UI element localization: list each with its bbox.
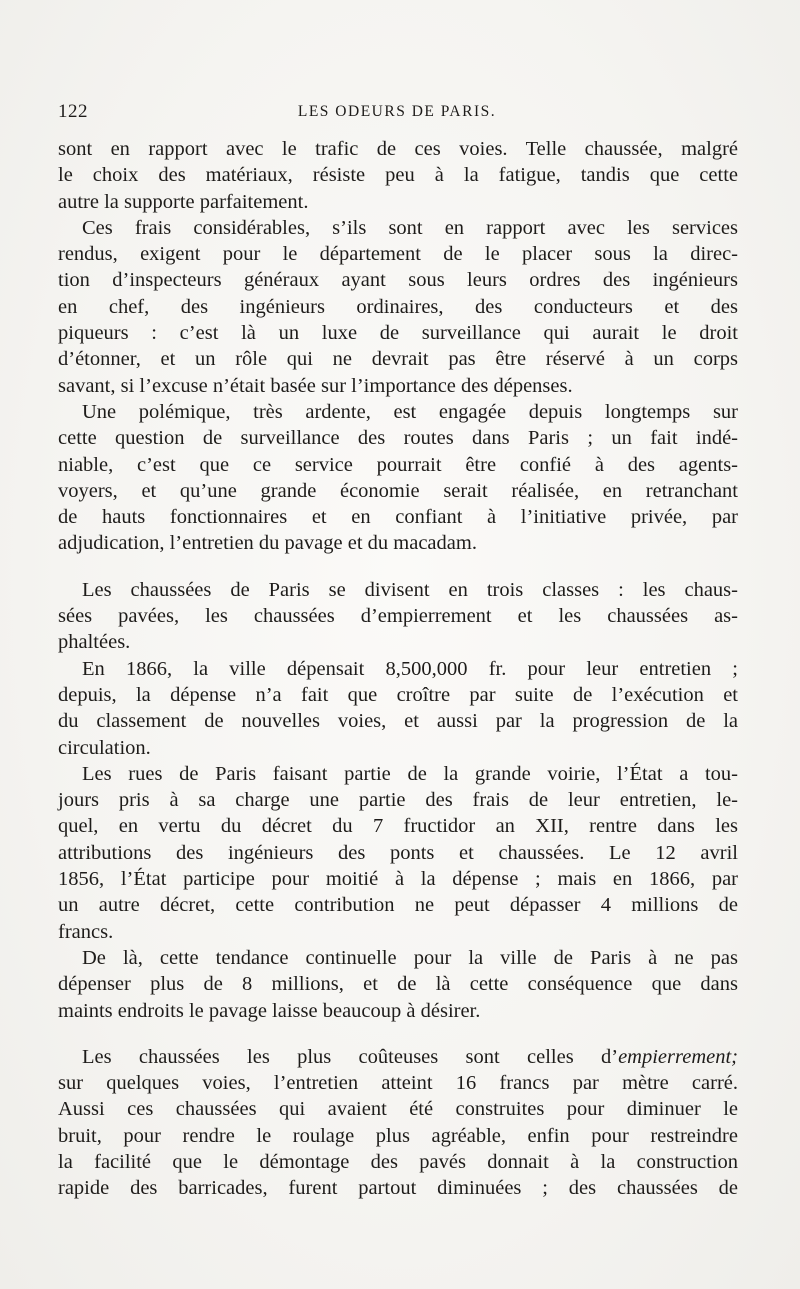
text-line: piqueurs : c’est là un luxe de surveillance qui aurait le droit — [58, 322, 738, 345]
text-line: la facilité que le démontage des pavés donnait à la construction — [58, 1150, 738, 1173]
text-run: Les chaussées les plus coûteuses sont celles d’ — [82, 1045, 619, 1068]
section-gap — [58, 1024, 738, 1044]
text-line: cette question de surveillance des routes dans Paris ; un fait indé- — [58, 427, 738, 450]
paragraph-1 — [58, 136, 738, 215]
text-line: circulation. — [58, 736, 151, 759]
paragraph-7 — [58, 945, 738, 1024]
text-line: 1856, l’État participe pour moitié à la dépense ; mais en 1866, par — [58, 868, 738, 891]
page-number: 122 — [58, 101, 88, 122]
text-line: un autre décret, cette contribution ne peut dépasser 4 millions de — [58, 894, 738, 917]
italic-term: empierrement; — [618, 1045, 738, 1068]
text-line: maints endroits le pavage laisse beaucoup à désirer. — [58, 999, 481, 1022]
paragraph-4 — [58, 577, 738, 656]
text-line: sées pavées, les chaussées d’empierrement et les chaussées as- — [58, 605, 738, 628]
body-text — [58, 136, 738, 1202]
paragraph-8 — [58, 1044, 738, 1202]
text-line: adjudication, l’entretien du pavage et du macadam. — [58, 532, 477, 555]
text-line: tion d’inspecteurs généraux ayant sous leurs ordres des ingénieurs — [58, 269, 738, 292]
text-line: niable, c’est que ce service pourrait être confié à des agents- — [58, 453, 738, 476]
text-line: sur quelques voies, l’entretien atteint 16 francs par mètre carré. — [58, 1072, 738, 1095]
text-line: bruit, pour rendre le roulage plus agréable, enfin pour restreindre — [58, 1124, 738, 1147]
text-line: Une polémique, très ardente, est engagée depuis longtemps sur — [82, 400, 738, 423]
paragraph-5 — [58, 656, 738, 761]
paragraph-2 — [58, 215, 738, 399]
text-line: quel, en vertu du décret du 7 fructidor an XII, rentre dans les — [58, 815, 738, 838]
text-line: attributions des ingénieurs des ponts et chaussées. Le 12 avril — [58, 841, 738, 864]
running-title: LES ODEURS DE PARIS. — [297, 103, 497, 120]
text-line: du classement de nouvelles voies, et aussi par la progression de la — [58, 710, 738, 733]
text-line: jours pris à sa charge une partie des frais de leur entretien, le- — [58, 789, 738, 812]
text-line: sont en rapport avec le trafic de ces voies. Telle chaussée, malgré — [58, 138, 738, 160]
text-line: francs. — [58, 920, 114, 943]
text-line: Aussi ces chaussées qui avaient été construites pour diminuer le — [58, 1098, 738, 1121]
text-line: savant, si l’excuse n’était basée sur l’importance des dépenses. — [58, 374, 573, 397]
paragraph-6 — [58, 761, 738, 945]
text-line: Les chaussées de Paris se divisent en trois classes : les chaus- — [82, 578, 738, 601]
text-line: en chef, des ingénieurs ordinaires, des conducteurs et des — [58, 295, 738, 318]
text-line: depuis, la dépense n’a fait que croître par suite de l’exécution et — [58, 683, 738, 706]
text-line: phaltées. — [58, 631, 131, 654]
text-line: rendus, exigent pour le département de le placer sous la direc- — [58, 243, 738, 266]
text-line: En 1866, la ville dépensait 8,500,000 fr. pour leur entretien ; — [82, 657, 738, 680]
paragraph-3 — [58, 399, 738, 557]
text-line: de hauts fonctionnaires et en confiant à l’initiative privée, par — [58, 506, 738, 529]
running-head — [58, 101, 736, 127]
text-line: autre la supporte parfaitement. — [58, 190, 309, 213]
text-line: d’étonner, et un rôle qui ne devrait pas être réservé à un corps — [58, 348, 738, 371]
text-line: rapide des barricades, furent partout diminuées ; des chaussées de — [58, 1177, 738, 1200]
text-line: voyers, et qu’une grande économie serait réalisée, en retranchant — [58, 479, 738, 502]
text-line — [58, 1044, 738, 1070]
text-line: Les rues de Paris faisant partie de la grande voirie, l’État a tou- — [82, 762, 738, 785]
text-line: dépenser plus de 8 millions, et de là cette conséquence que dans — [58, 973, 738, 996]
section-gap — [58, 557, 738, 577]
text-line: Ces frais considérables, s’ils sont en rapport avec les services — [82, 216, 738, 239]
text-line: De là, cette tendance continuelle pour la ville de Paris à ne pas — [82, 946, 738, 969]
text-line: le choix des matériaux, résiste peu à la fatigue, tandis que cette — [58, 164, 738, 187]
